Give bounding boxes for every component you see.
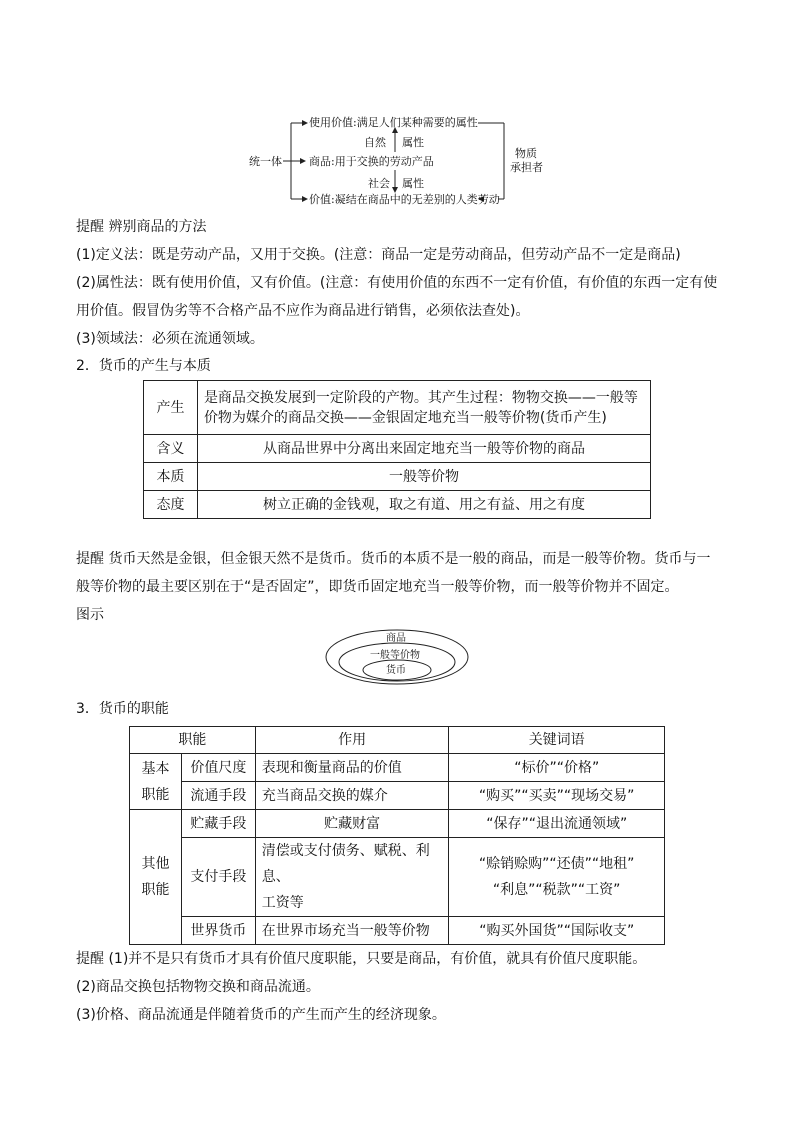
function-role: 在世界市场充当一般等价物: [255, 917, 449, 945]
group-other: [130, 810, 182, 945]
function-role: 贮藏财富: [255, 810, 449, 838]
table-row: [144, 381, 651, 435]
header-role: 作用: [255, 727, 449, 754]
function-keywords: “购买”“买卖”“现场交易”: [449, 782, 665, 810]
figure-label: 图示: [76, 607, 104, 623]
ellipse-inner-label: 货币: [386, 665, 406, 676]
diagram-attribute-label: 属性: [402, 136, 424, 149]
tip3-item3: (3)价格、商品流通是伴随着货币的产生而产生的经济现象。: [76, 1007, 446, 1023]
currency-origin-table: [143, 380, 651, 519]
diagram-bearer-label: 承担者: [510, 161, 543, 174]
diagram-attribute-label-2: 属性: [402, 177, 424, 190]
row-label: 态度: [144, 491, 198, 519]
table-row: [130, 754, 665, 782]
function-name: 贮藏手段: [181, 810, 255, 838]
function-name: 世界货币: [181, 917, 255, 945]
content-line: 是商品交换发展到一定阶段的产物。其产生过程：物物交换——一般等: [203, 389, 638, 406]
table-row: [144, 463, 651, 491]
diagram-unity-label: 统一体: [249, 155, 282, 168]
table-row: [130, 810, 665, 838]
function-name: 价值尺度: [181, 754, 255, 782]
function-role: 表现和衡量商品的价值: [255, 754, 449, 782]
function-name: 支付手段: [181, 838, 255, 917]
function-keywords: [449, 838, 665, 917]
ellipse-middle-label: 一般等价物: [370, 650, 420, 661]
tip1-item2-line2: 用价值。假冒伪劣等不合格产品不应作为商品进行销售，必须依法查处)。: [76, 303, 530, 319]
tip1-item2-line1: (2)属性法：既有使用价值，又有价值。(注意：有使用价值的东西不一定有价值，有价值的东西一定有使: [76, 275, 718, 291]
group-other-line: 职能: [141, 882, 170, 898]
header-keywords: 关键词语: [449, 727, 665, 754]
role-line: 清偿或支付债务、赋税、利息、: [261, 843, 430, 885]
tip2-line2: 般等价物的最主要区别在于“是否固定”，即货币固定地充当一般等价物，而一般等价物并不固定。: [76, 579, 679, 595]
diagram-commodity: 商品:用于交换的劳动产品: [309, 155, 434, 168]
table-row: [130, 917, 665, 945]
diagram-social-label: 社会: [368, 177, 390, 190]
currency-functions-table: [129, 726, 665, 945]
tip3-item1: 提醒 (1)并不是只有货币才具有价值尺度职能，只要是商品，有价值，就具有价值尺度职能。: [76, 951, 647, 967]
function-role: [255, 838, 449, 917]
row-content: 树立正确的金钱观，取之有道、用之有益、用之有度: [197, 491, 650, 519]
row-content: 一般等价物: [197, 463, 650, 491]
function-role: 充当商品交换的媒介: [255, 782, 449, 810]
row-label: 产生: [144, 381, 198, 435]
group-other-line: 其他: [141, 856, 170, 872]
tip3-item2: (2)商品交换包括物物交换和商品流通。: [76, 979, 320, 995]
tip1-heading: 提醒 辨别商品的方法: [76, 219, 207, 235]
diagram-value: 价值:凝结在商品中的无差别的人类劳动: [309, 193, 500, 206]
function-name: 流通手段: [181, 782, 255, 810]
section3-title: 3．货币的职能: [76, 701, 169, 717]
tip1-item1: (1)定义法：既是劳动产品，又用于交换。(注意：商品一定是劳动商品，但劳动产品不一定是商品): [76, 247, 681, 263]
row-content: [197, 381, 650, 435]
role-line: 工资等: [261, 895, 304, 911]
table-row: [144, 435, 651, 463]
content-line: 价物为媒介的商品交换——金银固定地充当一般等价物(货币产生): [203, 409, 607, 426]
row-label: 本质: [144, 463, 198, 491]
ellipse-outer-label: 商品: [386, 633, 406, 644]
tip1-item3: (3)领域法：必须在流通领域。: [76, 331, 264, 347]
diagram-material-label: 物质: [515, 147, 537, 160]
diagram-lines: [0, 0, 794, 215]
group-basic: [130, 754, 182, 810]
keywords-line: “利息”“税款”“工资”: [492, 882, 621, 898]
diagram-natural-label: 自然: [364, 136, 386, 149]
table-row: [130, 838, 665, 917]
tip2-line1: 提醒 货币天然是金银，但金银天然不是货币。货币的本质不是一般的商品，而是一般等价物。货币与一: [76, 551, 711, 567]
row-content: 从商品世界中分离出来固定地充当一般等价物的商品: [197, 435, 650, 463]
keywords-line: “赊销赊购”“还债”“地租”: [478, 856, 635, 872]
group-basic-line: 基本: [141, 760, 170, 777]
table-row: [130, 782, 665, 810]
function-keywords: “保存”“退出流通领域”: [449, 810, 665, 838]
group-basic-line: 职能: [141, 786, 170, 803]
row-label: 含义: [144, 435, 198, 463]
diagram-use-value: 使用价值:满足人们某种需要的属性: [309, 116, 478, 129]
function-keywords: “标价”“价格”: [449, 754, 665, 782]
section2-title: 2．货币的产生与本质: [76, 358, 211, 374]
header-function: 职能: [130, 727, 256, 754]
table-row: [144, 491, 651, 519]
table-header-row: [130, 727, 665, 754]
function-keywords: “购买外国货”“国际收支”: [449, 917, 665, 945]
